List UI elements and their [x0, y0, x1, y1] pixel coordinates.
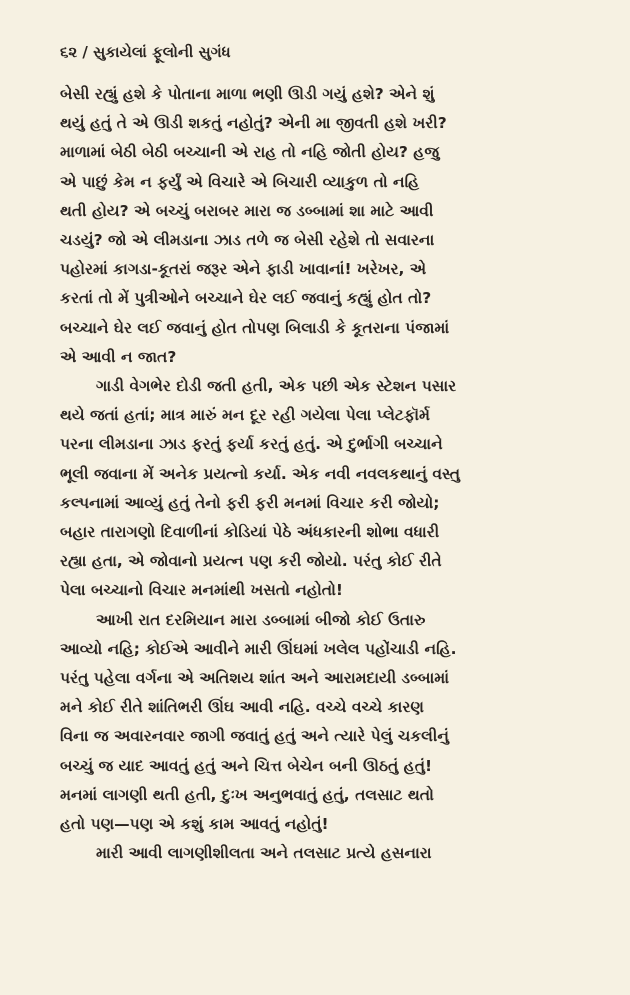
- text-line: બચ્ચું જ યાદ આવતું હતું અને ચિત્ત બેચેન બની ઊઠતું હતું!: [60, 756, 433, 775]
- text-line: બહાર તારાગણો દિવાળીનાં કોડિયાં પેઠે અંધકારની શોભા વધારી: [60, 523, 440, 542]
- text-line: આવ્યો નહિ; કોઈએ આવીને મારી ઊંઘમાં ખલેલ પહોંચાડી નહિ.: [60, 639, 457, 658]
- text-line: પહોરમાં કાગડા-કૂતરાં જરૂર એને ફાડી ખાવાનાં! ખરેખર, એ: [60, 260, 427, 279]
- text-line: કરતાં તો મેં પુત્રીઓને બચ્ચાને ઘેર લઈ જવાનું કહ્યું હોત તો?: [60, 289, 432, 308]
- running-header: ૬૨ / સુકાયેલાં ફૂલોની સુગંધ: [60, 43, 231, 61]
- text-line: થયે જતાં હતાં; માત્ર મારું મન દૂર રહી ગયેલા પેલા પ્લેટફૉર્મ: [60, 406, 430, 425]
- text-line: ચડયું? જો એ લીમડાના ઝાડ તળે જ બેસી રહેશે તો સવારના: [60, 231, 435, 250]
- paragraph: [60, 606, 588, 840]
- text-line: ગાડી વેગભેર દોડી જતી હતી, એક પછી એક સ્ટેશન પસાર: [96, 377, 457, 396]
- text-line: માળામાં બેઠી બેઠી બચ્ચાની એ રાહ તો નહિ જોતી હોય? હજુ: [60, 143, 439, 162]
- text-line: આખી રાત દરમિયાન મારા ડબ્બામાં બીજો કોઈ ઉતારુ: [96, 610, 426, 629]
- paragraph: [60, 372, 588, 606]
- text-line: એ આવી ન જાત?: [60, 347, 177, 366]
- text-line: થતી હોય? એ બચ્ચું બરાબર મારા જ ડબ્બામાં શા માટે આવી: [60, 201, 434, 220]
- text-line: પરના લીમડાના ઝાડ ફરતું ફર્યા કરતું હતું. એ દુર્ભાગી બચ્ચાને: [60, 435, 443, 454]
- paragraph: [60, 839, 588, 868]
- text-line: મનમાં લાગણી થતી હતી, દુઃખ અનુભવાતું હતું, તલસાટ થતો: [60, 785, 434, 804]
- text-line: મને કોઈ રીતે શાંતિભરી ઊંઘ આવી નહિ. વચ્ચે વચ્ચે કારણ: [60, 698, 424, 717]
- text-line: બેસી રહ્યું હશે કે પોતાના માળા ભણી ઊડી ગયું હશે? એને શું: [60, 85, 435, 103]
- text-line: વિના જ અવારનવાર જાગી જવાતું હતું અને ત્યારે પેલું ચકલીનું: [60, 727, 449, 746]
- paragraph: [60, 80, 588, 372]
- text-line: કલ્પનામાં આવ્યું હતું તેનો ફરી ફરી મનમાં વિચાર કરી જોયો;: [60, 493, 440, 512]
- text-line: પરંતુ પહેલા વર્ગના એ અતિશય શાંત અને આરામદાયી ડબ્બામાં: [60, 669, 450, 688]
- text-line: મારી આવી લાગણીશીલતા અને તલસાટ પ્રત્યે હસનારા: [96, 844, 432, 863]
- text-line: એ પાછું કેમ ન ફર્યું એ વિચારે એ બિચારી વ્યાકુળ તો નહિ: [60, 172, 420, 191]
- text-line: બચ્ચાને ઘેર લઈ જવાનું હોત તોપણ બિલાડી કે કૂતરાના પંજામાં: [60, 318, 450, 337]
- body-text: [60, 80, 588, 868]
- text-line: પેલા બચ્ચાનો વિચાર મનમાંથી ખસતો નહોતો!: [60, 581, 343, 600]
- text-line: રહ્યા હતા, એ જોવાનો પ્રયત્ન પણ કરી જોયો. પરંતુ કોઈ રીતે: [60, 552, 442, 571]
- text-line: હતો પણ—પણ એ કશું કામ આવતું નહોતું!: [60, 815, 329, 834]
- text-line: ભૂલી જવાના મેં અનેક પ્રયત્નો કર્યા. એક નવી નવલકથાનું વસ્તુ: [60, 464, 460, 483]
- text-line: થયું હતું તે એ ઊડી શકતું નહોતું? એની મા જીવતી હશે ખરી?: [60, 114, 447, 133]
